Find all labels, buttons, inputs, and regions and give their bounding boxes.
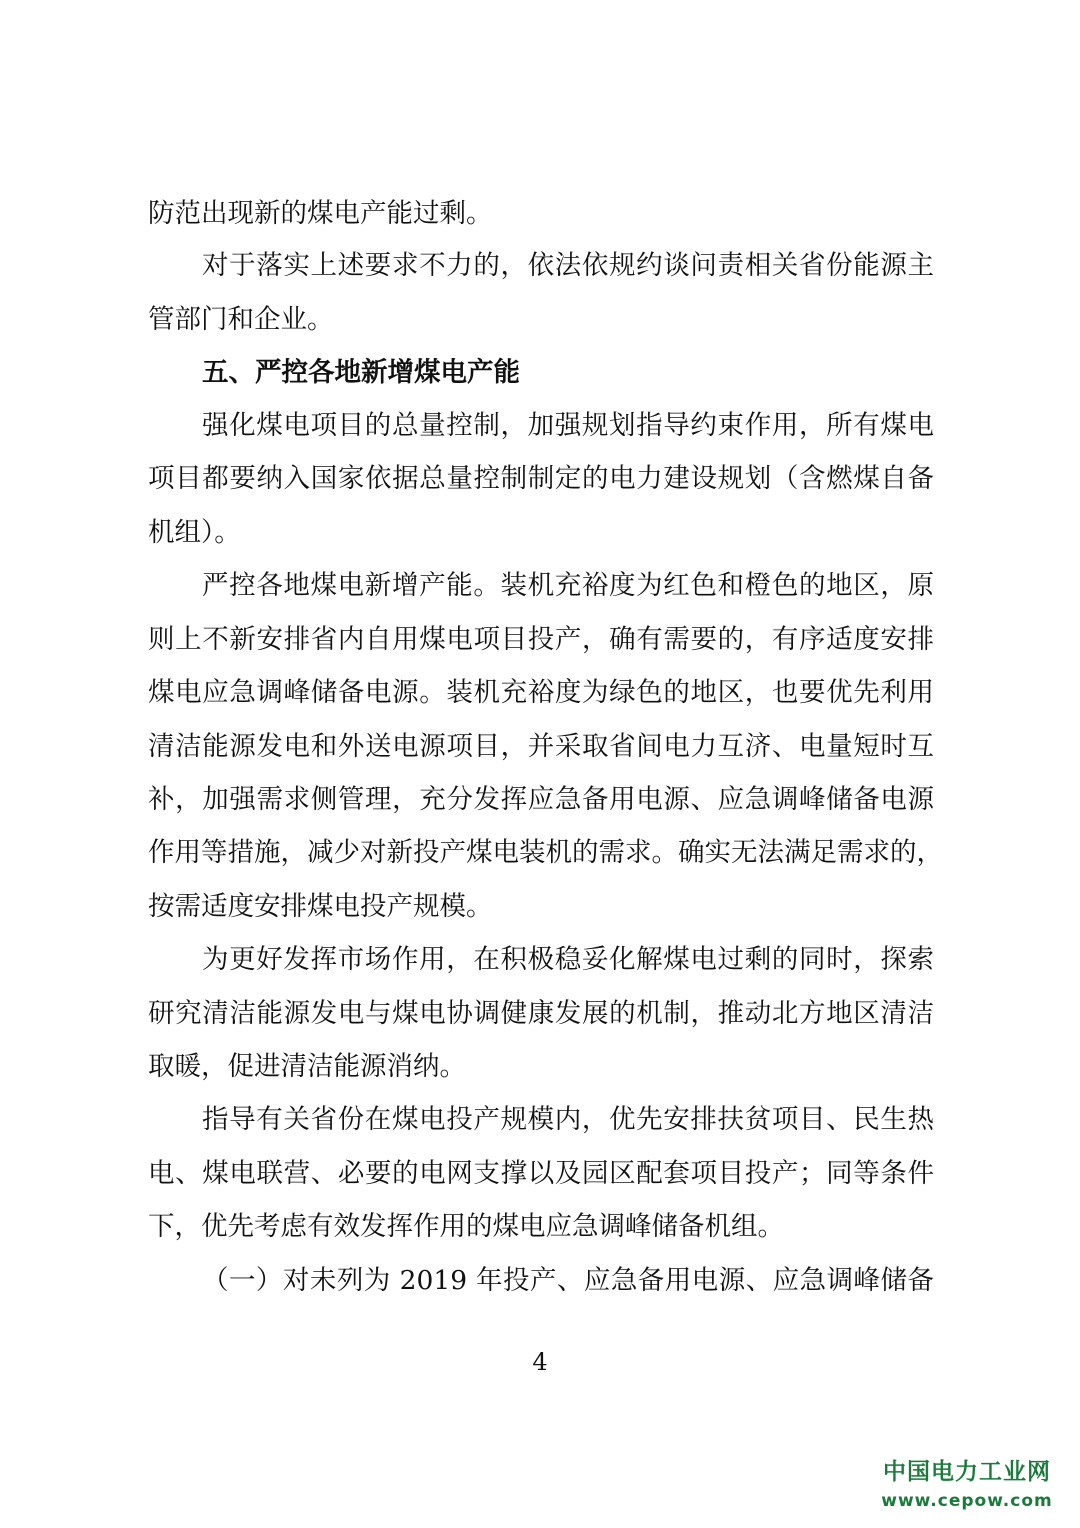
text-line: 防范出现新的煤电产能过剩。 <box>148 198 493 229</box>
text-line: 严控各地煤电新增产能。装机充裕度为红色和橙色的地区，原 <box>202 570 934 601</box>
text-line: 为更好发挥市场作用，在积极稳妥化解煤电过剩的同时，探索 <box>202 944 934 975</box>
text-line: 电、煤电联营、必要的电网支撑以及园区配套项目投产；同等条件 <box>148 1158 934 1189</box>
text-line: 取暖，促进清洁能源消纳。 <box>148 1051 466 1082</box>
text-line: 则上不新安排省内自用煤电项目投产，确有需要的，有序适度安排 <box>148 624 934 655</box>
text-line: 研究清洁能源发电与煤电协调健康发展的机制，推动北方地区清洁 <box>148 998 934 1029</box>
text-line: 管部门和企业。 <box>148 304 334 335</box>
site-watermark <box>872 1456 1062 1514</box>
text-line: 机组）。 <box>148 517 241 548</box>
text-line: 作用等措施，减少对新投产煤电装机的需求。确实无法满足需求的， <box>148 837 943 868</box>
text-line: 煤电应急调峰储备电源。装机充裕度为绿色的地区，也要优先利用 <box>148 677 934 708</box>
text-line: 补，加强需求侧管理，充分发挥应急备用电源、应急调峰储备电源 <box>148 784 934 815</box>
text-line: 按需适度安排煤电投产规模。 <box>148 891 493 922</box>
text-line: 对于落实上述要求不力的，依法依规约谈问责相关省份能源主 <box>202 250 934 281</box>
text-line: 清洁能源发电和外送电源项目，并采取省间电力互济、电量短时互 <box>148 731 934 762</box>
page-number: 4 <box>532 1348 548 1376</box>
text-line: 指导有关省份在煤电投产规模内，优先安排扶贫项目、民生热 <box>202 1104 934 1135</box>
text-line: （一）对未列为 2019 年投产、应急备用电源、应急调峰储备 <box>202 1265 934 1296</box>
text-line: 强化煤电项目的总量控制，加强规划指导约束作用，所有煤电 <box>202 410 934 441</box>
watermark-title: 中国电力工业网 <box>883 1459 1051 1485</box>
text-line: 下，优先考虑有效发挥作用的煤电应急调峰储备机组。 <box>148 1211 784 1242</box>
section-heading: 五、严控各地新增煤电产能 <box>202 357 520 388</box>
watermark-url: www.cepow.com <box>881 1491 1053 1511</box>
text-line: 项目都要纳入国家依据总量控制制定的电力建设规划（含燃煤自备 <box>148 463 934 494</box>
